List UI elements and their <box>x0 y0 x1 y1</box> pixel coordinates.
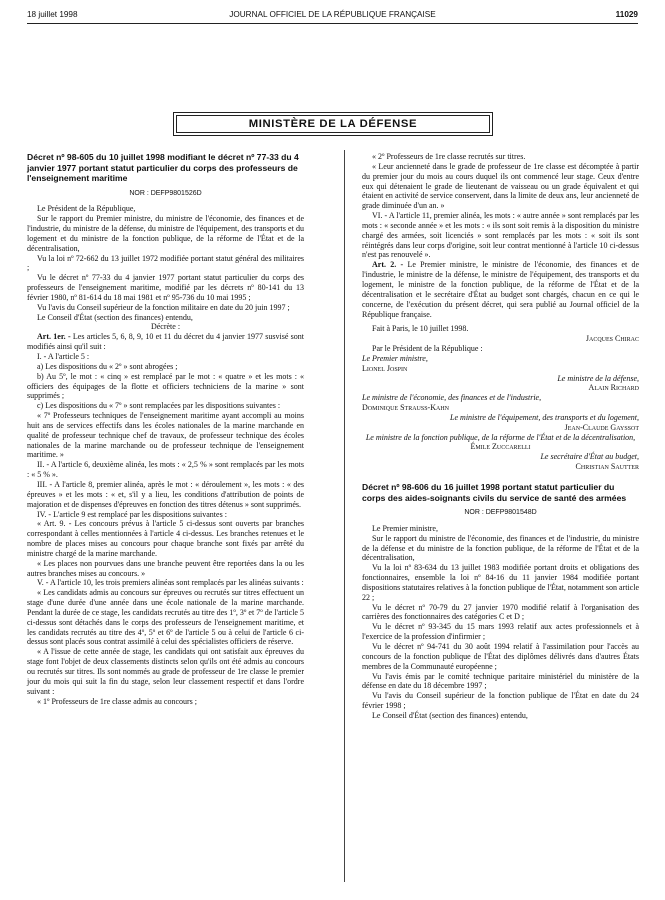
paragraph: Le Conseil d'État (section des finances) entendu, <box>372 710 528 720</box>
done-at: Fait à Paris, le 10 juillet 1998. <box>372 324 469 334</box>
decree2-body <box>362 524 639 721</box>
header-rule <box>27 23 638 24</box>
paragraph: a) Les dispositions du « 2º » sont abrogées ; <box>37 361 178 371</box>
signatory-role: Le secrétaire d'État au budget, <box>540 452 639 462</box>
header-journal-title: JOURNAL OFFICIEL DE LA RÉPUBLIQUE FRANÇAISE <box>229 10 436 19</box>
paragraph: V. - A l'article 10, les trois premiers alinéas sont remplacés par les alinéas suivants : <box>37 578 304 588</box>
article-1 <box>27 332 304 352</box>
header-date: 18 juillet 1998 <box>27 10 78 19</box>
article-2-label: Art. 2. - <box>372 260 404 270</box>
by-president: Par le Président de la République : <box>372 344 483 354</box>
paragraph: Vu le décret nº 94-741 du 30 août 1994 relatif à l'assimilation pour l'accès au concours de la fonction publique de l'État des diplômes délivrés dans d'autres États membres de la Communauté européenne ; <box>362 641 639 671</box>
paragraph: I. - A l'article 5 : <box>37 352 90 361</box>
paragraph: Le Président de la République, <box>37 204 136 214</box>
left-column <box>27 152 304 706</box>
signatory-name: Alain Richard <box>588 383 639 393</box>
right-column <box>362 152 639 721</box>
paragraph: II. - A l'article 6, deuxième alinéa, les mots : « 2,5 % » sont remplacés par les mots : « 5 % ». <box>27 460 304 480</box>
article-2-text: Le Premier ministre, le ministre de l'économie, des finances et de l'industrie, le ministre de la défense, le ministre de l'équipement, des transports et du logement, le ministre de la fonction publique, de la réforme de l'État et de la décentralisation et le secrétaire d'État au budget sont chargés, chacun en ce qui le concerne, de l'exécution du présent décret, qui sera publié au Journal officiel de la République française. <box>362 260 639 319</box>
header-page-number: 11029 <box>615 10 638 19</box>
signatory-name: Dominique Strauss-Kahn <box>362 403 450 413</box>
ministry-title: MINISTÈRE DE LA DÉFENSE <box>176 115 490 133</box>
paragraph: « Art. 9. - Les concours prévus à l'article 5 ci-dessus sont ouverts par branches correspondant à celles mentionnées à l'article 4 ci-dessus. Les branches retenues et le nombre de places mises au concours pour chaque branche sont fixés par arrêté du ministre chargé de la marine marchande. <box>27 519 304 558</box>
paragraph: « Les places non pourvues dans une branche peuvent être reportées dans la ou les autres branches mises au concours. » <box>27 558 304 578</box>
paragraph: « Les candidats admis au concours sur épreuves ou recrutés sur titres effectuent un stage d'une durée d'une année dans une école nationale de la marine marchande. Pendant la durée de ce stage, les candidats recrutés au titre des 1º, 3º et 7º de l'article 5 ci-dessus sont détachés dans le corps des professeurs de l'enseignement maritime, et les candidats recrutés au titre des 4º, 5º et 6º de l'article 5 ou à celui de l'article 6 ci-dessus sont placés sous contrat assimilé à celui des spécialistes officiers de réserve. <box>27 588 304 647</box>
article-2 <box>362 260 639 319</box>
decree1-title: Décret nº 98-605 du 10 juillet 1998 modifiant le décret nº 77-33 du 4 janvier 1977 portant statut particulier du corps des professeurs de l'enseignement maritime <box>27 152 299 183</box>
decree1-body <box>27 352 304 706</box>
paragraph: Vu le décret nº 70-79 du 27 janvier 1970 modifié relatif à l'organisation des carrières des fonctionnaires des catégories C et D ; <box>362 602 639 622</box>
paragraph: Vu le décret nº 77-33 du 4 janvier 1977 portant statut particulier du corps des professeurs de l'enseignement maritime, modifié par les décrets nº 80-141 du 13 février 1980, nº 81-614 du 18 mai 1981 et nº 95-736 du 10 mai 1995 ; <box>27 273 304 302</box>
paragraph: b) Au 5º, le mot : « cinq » est remplacé par le mot : « quatre » et les mots : « officiers des équipages de la flotte et officiers techniciens de la marine » sont supprimés ; <box>27 371 304 401</box>
paragraph: III. - A l'article 8, premier alinéa, après le mot : « déroulement », les mots : « des épreuves » et les mots : « et, s'il y a lieu, les conditions d'attribution de points de majoration et de dispenses d'épreuves en fonction des titres détenus » sont supprimés. <box>27 479 304 509</box>
signatory-role: Le Premier ministre, <box>362 353 428 363</box>
page-header <box>27 10 638 24</box>
paragraph: Vu l'avis du Conseil supérieur de la fonction publique de l'État en date du 24 février 1998 ; <box>362 691 639 711</box>
signatory-name: Lionel Jospin <box>362 363 408 373</box>
paragraph: Le Premier ministre, <box>372 523 438 533</box>
paragraph: c) Les dispositions du « 7º » sont remplacées par les dispositions suivantes : <box>37 401 281 411</box>
paragraph: IV. - L'article 9 est remplacé par les dispositions suivantes : <box>37 509 227 519</box>
paragraph: Vu la loi nº 72-662 du 13 juillet 1972 modifiée portant statut général des militaires ; <box>27 253 304 273</box>
decree2-title: Décret nº 98-606 du 16 juillet 1998 portant statut particulier du corps des aides-soignants civils du service de santé des armées <box>362 482 627 503</box>
decree1-continued <box>362 152 639 260</box>
decree1-preamble <box>27 204 304 332</box>
signatory-role: Le ministre de la défense, <box>557 373 639 383</box>
paragraph: « 2º Professeurs de 1re classe recrutés sur titres. <box>372 152 526 161</box>
paragraph: « A l'issue de cette année de stage, les candidats qui ont satisfait aux épreuves du stage font l'objet de deux classements distincts selon qu'ils ont été admis au concours ou recrutés sur titres. Ils sont nommés au grade de professeur de 1re classe le premier jour du mois qui suit la fin du stage, selon leur classement respectif et dans l'ordre suivant : <box>27 647 304 696</box>
paragraph: « 1º Professeurs de 1re classe admis au concours ; <box>37 696 197 706</box>
article-1-text: Les articles 5, 6, 8, 9, 10 et 11 du décret du 4 janvier 1977 susvisé sont modifiés ainsi qu'il suit : <box>27 332 304 352</box>
paragraph: « Leur ancienneté dans le grade de professeur de 1re classe est décomptée à partir du premier jour du mois au cours duquel ils ont commencé leur stage. Ceux d'entre eux qui détenaient le grade de lieutenant de vaisseau ou un grade équivalent et qui étaient en activité de service conservent, dans la limite de deux ans, leur ancienneté de grade diminuée d'un an. » <box>362 161 639 211</box>
signatory-role: Le ministre de la fonction publique, de la réforme de l'État et de la décentralisation, <box>365 432 636 442</box>
paragraph: Vu l'avis du Conseil supérieur de la fonction militaire en date du 20 juin 1997 ; <box>37 302 290 312</box>
signatory-name: Émile Zuccarelli <box>470 442 531 452</box>
decree2-nor: NOR : DEFP9801548D <box>464 509 537 516</box>
paragraph: Sur le rapport du ministre de l'économie, des finances et de l'industrie, du ministre de la défense et du ministre de la fonction publique, de la réforme de l'État et de la décentralisation, <box>362 533 639 563</box>
president-signature: Jacques Chirac <box>585 334 639 344</box>
paragraph: Vu l'avis émis par le comité technique paritaire ministériel du ministère de la défense en date du 18 décembre 1997 ; <box>362 671 639 691</box>
paragraph: Vu le décret nº 93-345 du 15 mars 1993 relatif aux actes professionnels et à l'exercice de la profession d'infirmier ; <box>362 622 639 642</box>
signatures <box>362 354 639 472</box>
signatory-role: Le ministre de l'économie, des finances et de l'industrie, <box>362 393 542 403</box>
decree1-nor: NOR : DEFP9801526D <box>129 189 202 197</box>
signatory-name: Christian Sautter <box>575 462 639 472</box>
paragraph: Sur le rapport du Premier ministre, du ministre de l'économie, des finances et de l'industrie, du ministre de la défense, du ministre de l'équipement, des transports et du logement et du ministre de la fonction publique, de la réforme de l'État et de la décentralisation, <box>27 214 304 253</box>
paragraph: Vu la loi nº 83-634 du 13 juillet 1983 modifiée portant droits et obligations des fonctionnaires, ensemble la loi nº 84-16 du 11 janvier 1984 modifiée portant dispositions statutaires relatives à la fonction publique de l'État, notamment son article 22 ; <box>362 563 639 602</box>
column-divider <box>344 150 345 882</box>
paragraph: « 7º Professeurs techniques de l'enseignement maritime ayant accompli au moins huit ans de services effectifs dans les écoles nationales de la marine marchande en qualité de professeur technique chef de travaux, de professeur technique des écoles nationales de la marine marchande ou de professeur technique de l'enseignement maritime. » <box>27 411 304 460</box>
signatory-name: Jean-Claude Gayssot <box>564 422 639 432</box>
ministry-box <box>173 112 493 136</box>
paragraph: Décrète : <box>150 322 181 332</box>
paragraph: Le Conseil d'État (section des finances) entendu, <box>37 312 193 322</box>
article-1-label: Art. 1er. - <box>37 332 71 342</box>
paragraph: VI. - A l'article 11, premier alinéa, les mots : « autre année » sont remplacés par les mots : « seconde année » et les mots : « ils sont soit remis à la disposition du ministre chargé des armées, soit licenciés » sont remplacés par les mots : « soit ils sont réintégrés dans leur corps d'origine, soit leur contrat mentionné à l'article 10 ci-dessus n'est pas renouvelé ». <box>362 211 639 260</box>
signatory-role: Le ministre de l'équipement, des transports et du logement, <box>450 412 639 422</box>
